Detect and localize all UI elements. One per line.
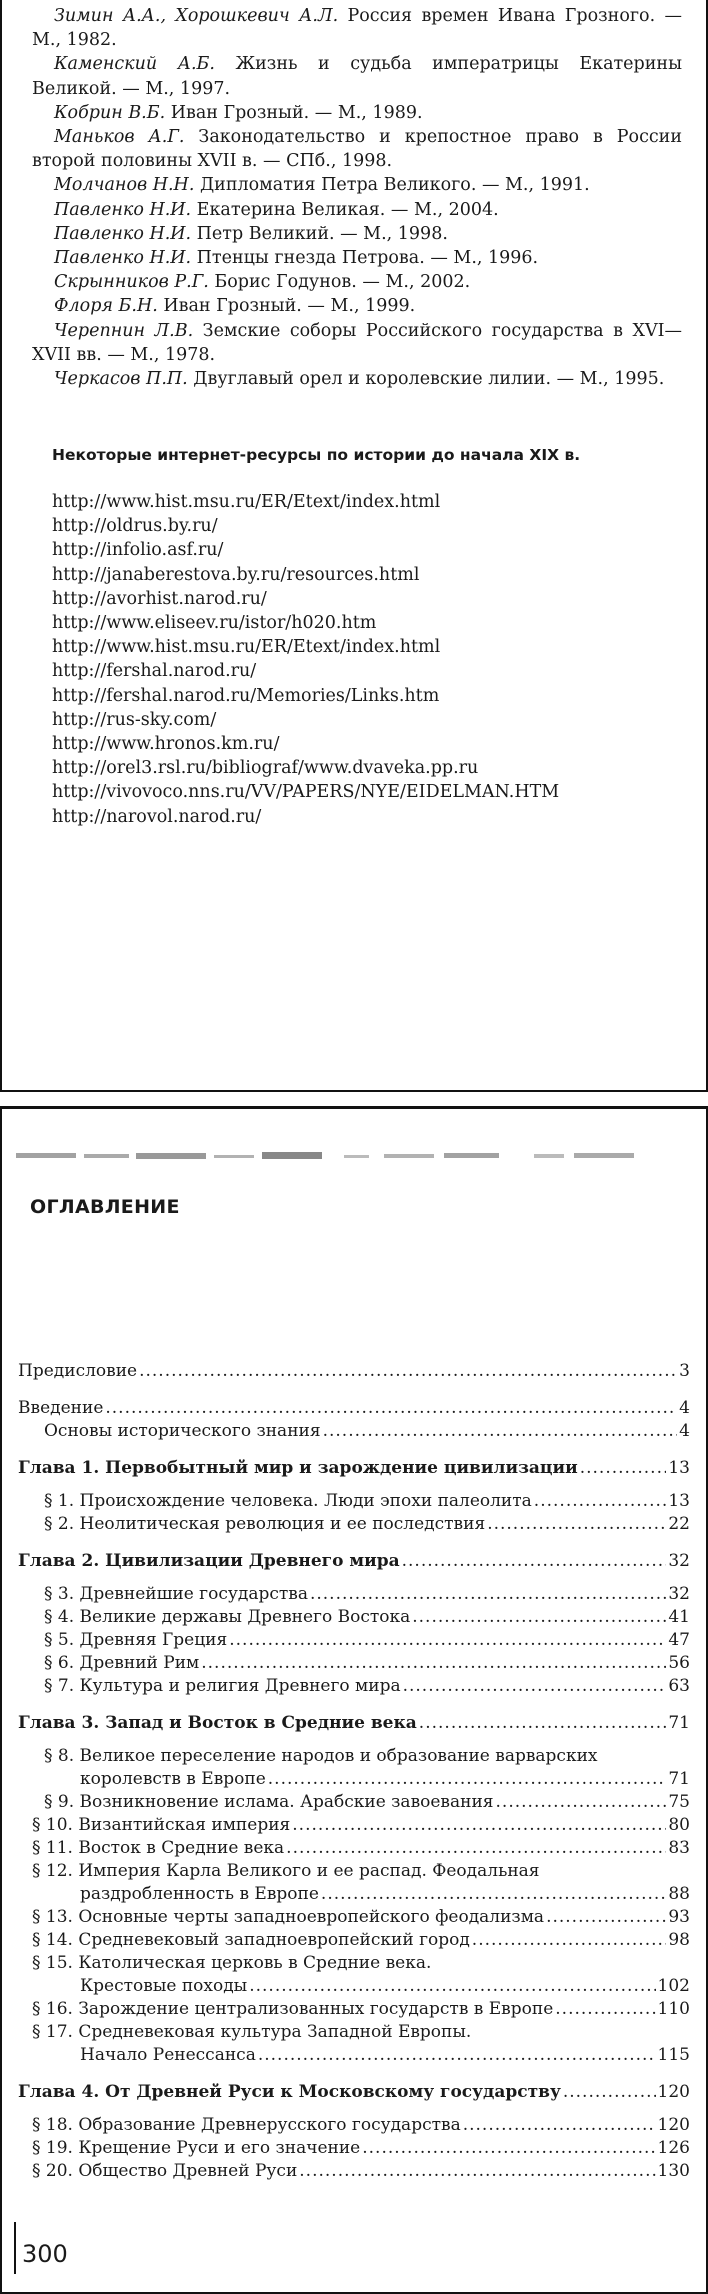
toc-entry: § 18. Образование Древнерусского государства ..... 120 (18, 2114, 690, 2137)
toc-title: ОГЛАВЛЕНИЕ (30, 1196, 180, 1218)
toc-entry: § 10. Византийская империя ..... 80 (18, 1814, 690, 1837)
toc-entry: Крестовые походы ..... 102 (18, 1975, 690, 1998)
bib-entry: Флоря Б.Н. Иван Грозный. — М., 1999. (54, 296, 416, 317)
bib-entry: Кобрин В.Б. Иван Грозный. — М., 1989. (54, 102, 423, 123)
toc-entry-line: § 12. Империя Карла Великого и ее распад. Феодальная (32, 1861, 540, 1881)
toc-entry: § 3. Древнейшие государства ..... 32 (18, 1583, 690, 1606)
link-item: http://www.hronos.km.ru/ (52, 734, 280, 755)
toc-entry: § 5. Древняя Греция ..... 47 (18, 1629, 690, 1652)
link-item: http://vivovoco.nns.ru/VV/PAPERS/NYE/EIDELMAN.HTM (52, 782, 560, 803)
toc-entry-line: § 17. Средневековая культура Западной Европы. (32, 2022, 472, 2042)
toc-entry: раздробленность в Европе ..... 88 (18, 1883, 690, 1906)
bib-entry: Черкасов П.П. Двуглавый орел и королевские лилии. — М., 1995. (54, 369, 665, 390)
toc-entry: § 14. Средневековый западноевропейский город ..... 98 (18, 1929, 690, 1952)
page-gap (0, 1092, 708, 1106)
bib-entry: Маньков А.Г. Законодательство и крепостное право в России второй половины XVII в. — СПб., 1998. (32, 127, 683, 172)
bib-entry: Скрынников Р.Г. Борис Годунов. — М., 2002. (54, 272, 471, 293)
bib-entry: Павленко Н.И. Птенцы гнезда Петрова. — М., 1996. (54, 248, 539, 269)
toc-entry: § 1. Происхождение человека. Люди эпохи палеолита ..... 13 (18, 1490, 690, 1513)
toc-entry-intro: Введение ..... 4 (18, 1397, 690, 1420)
link-item: http://janaberestova.by.ru/resources.html (52, 564, 420, 585)
internet-resources-heading: Некоторые интернет-ресурсы по истории до начала XIX в. (52, 446, 581, 464)
link-item: http://www.hist.msu.ru/ER/Etext/index.html (52, 492, 441, 512)
link-item: http://fershal.narod.ru/ (52, 661, 257, 682)
link-item: http://www.hist.msu.ru/ER/Etext/index.html (52, 637, 441, 658)
link-item: http://oldrus.by.ru/ (52, 516, 218, 537)
toc-entry: § 4. Великие державы Древнего Востока ..... 41 (18, 1606, 690, 1629)
bibliography-list (32, 4, 682, 391)
toc-entry: королевств в Европе ..... 71 (18, 1768, 690, 1791)
bib-entry: Павленко Н.И. Екатерина Великая. — М., 2004. (54, 199, 499, 220)
toc-entry-intro-sub: Основы исторического знания ..... 4 (18, 1420, 690, 1443)
scan-artifact (14, 1150, 654, 1162)
toc-chapter-1: Глава 1. Первобытный мир и зарождение цивилизации ..... 13 (18, 1457, 690, 1480)
link-item: http://www.eliseev.ru/istor/h020.htm (52, 613, 377, 634)
toc-entry: § 9. Возникновение ислама. Арабские завоевания ..... 75 (18, 1791, 690, 1814)
bib-entry: Черепнин Л.В. Земские соборы Российского государства в XVI—XVII вв. — М., 1978. (32, 320, 682, 365)
page-number-bar (14, 2222, 16, 2274)
link-item: http://rus-sky.com/ (52, 709, 217, 730)
toc-entry-preface: Предисловие ..... 3 (18, 1360, 690, 1383)
link-item: http://avorhist.narod.ru/ (52, 588, 267, 609)
bib-entry: Павленко Н.И. Петр Великий. — М., 1998. (54, 223, 448, 244)
toc-entry: § 19. Крещение Руси и его значение ..... 126 (18, 2137, 690, 2160)
table-of-contents (18, 1360, 690, 2183)
bib-entry: Каменский А.Б. Жизнь и судьба императрицы Екатерины Великой. — М., 1997. (32, 54, 682, 99)
toc-entry: § 11. Восток в Средние века ..... 83 (18, 1837, 690, 1860)
page-number: 300 (22, 2240, 68, 2268)
links-list (52, 490, 559, 829)
toc-entry: § 7. Культура и религия Древнего мира ..... 63 (18, 1675, 690, 1698)
bib-entry: Молчанов Н.Н. Дипломатия Петра Великого. — М., 1991. (54, 175, 590, 196)
toc-entry: Начало Ренессанса ..... 115 (18, 2044, 690, 2067)
link-item: http://infolio.asf.ru/ (52, 540, 224, 561)
link-item: http://orel3.rsl.ru/bibliograf/www.dvaveka.pp.ru (52, 758, 479, 779)
toc-entry: § 13. Основные черты западноевропейского феодализма ..... 93 (18, 1906, 690, 1929)
toc-chapter-4: Глава 4. От Древней Руси к Московскому государству ..... 120 (18, 2081, 690, 2104)
toc-chapter-2: Глава 2. Цивилизации Древнего мира ..... 32 (18, 1550, 690, 1573)
toc-entry: § 16. Зарождение централизованных государств в Европе ..... 110 (18, 1998, 690, 2021)
link-item: http://fershal.narod.ru/Memories/Links.htm (52, 685, 440, 706)
link-item: http://narovol.narod.ru/ (52, 806, 262, 827)
toc-entry-line: § 8. Великое переселение народов и образование варварских (44, 1746, 598, 1766)
bib-entry: Зимин А.А., Хорошкевич А.Л. Россия времен Ивана Грозного. — М., 1982. (32, 6, 682, 51)
toc-entry: § 20. Общество Древней Руси ..... 130 (18, 2160, 690, 2183)
top-page (0, 0, 708, 1092)
toc-entry: § 2. Неолитическая революция и ее последствия ..... 22 (18, 1513, 690, 1536)
toc-entry: § 6. Древний Рим ..... 56 (18, 1652, 690, 1675)
toc-entry-line: § 15. Католическая церковь в Средние века. (32, 1953, 432, 1973)
toc-chapter-3: Глава 3. Запад и Восток в Средние века ..... 71 (18, 1712, 690, 1735)
